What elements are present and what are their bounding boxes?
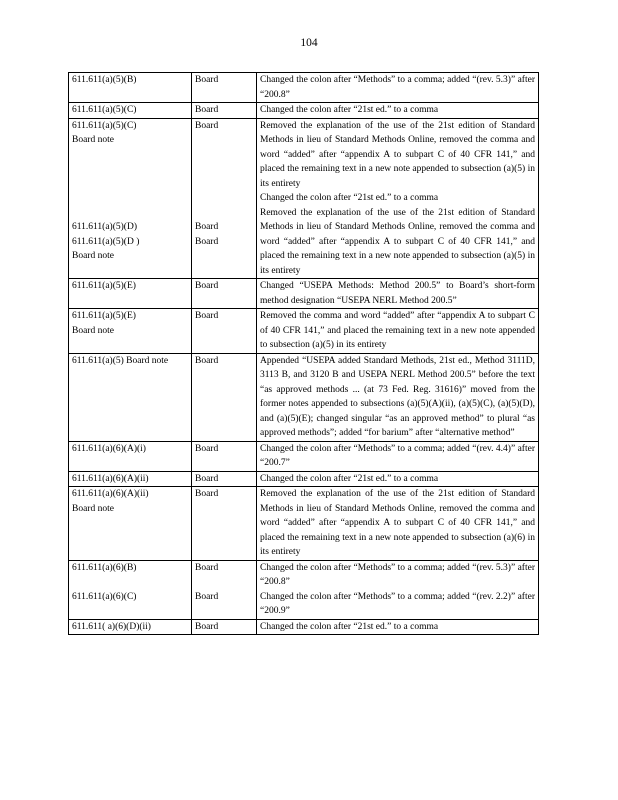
- section-cell: 611.611(a)(5)(E): [69, 279, 192, 309]
- source-cell: Board: [192, 279, 257, 309]
- section-cell: 611.611(a)(5)(C): [69, 103, 192, 119]
- section-cell: 611.611(a)(6)(A)(ii) Board note: [69, 487, 192, 561]
- table-row: [69, 471, 539, 487]
- table-row: [69, 353, 539, 441]
- section-cell: 611.611(a)(6)(B) 611.611(a)(6)(C): [69, 560, 192, 619]
- page-number: 104: [300, 37, 318, 49]
- table-row: [69, 309, 539, 354]
- change-cell: Changed the colon after “Methods” to a comma; added “(rev. 4.4)” after “200.7”: [257, 441, 539, 471]
- section-cell: 611.611(a)(5) Board note: [69, 353, 192, 441]
- section-cell: 611.611(a)(5)(B): [69, 73, 192, 103]
- source-cell: Board: [192, 441, 257, 471]
- amendments-table: [68, 72, 539, 635]
- section-cell: 611.611(a)(5)(E) Board note: [69, 309, 192, 354]
- change-cell: Removed the explanation of the use of the 21st edition of Standard Methods in lieu of Standard Methods Online, removed the comma and word “added” after “appendix A to subpart C of 40 CFR 141,” and placed the remaining text in a new note appended to subsection (a)(6) in its entirety: [257, 487, 539, 561]
- section-cell: 611.611( a)(6)(D)(ii): [69, 619, 192, 635]
- table-row: [69, 441, 539, 471]
- source-cell: Board: [192, 619, 257, 635]
- change-cell: Changed the colon after “Methods” to a comma; added “(rev. 5.3)” after “200.8” Changed the colon after “Methods” to a comma; added “(rev. 2.2)” after “200.9”: [257, 560, 539, 619]
- change-cell: Appended “USEPA added Standard Methods, 21st ed., Method 3111D, 3113 B, and 3120 B and USEPA NERL Method 200.5” before the text “as approved methods ... (at 73 Fed. Reg. 31616)” moved from the former notes appended to subsections (a)(5)(A)(ii), (a)(5)(C), (a)(5)(D), and (a)(5)(E); changed singular “as an approved method” to plural “as approved methods”; added “for barium” after “alternative method”: [257, 353, 539, 441]
- source-cell: Board Board: [192, 560, 257, 619]
- change-cell: Changed the colon after “21st ed.” to a comma: [257, 619, 539, 635]
- change-cell: Removed the explanation of the use of the 21st edition of Standard Methods in lieu of Standard Methods Online, removed the comma and word “added” after “appendix A to subpart C of 40 CFR 141,” and placed the remaining text in a new note appended to subsection (a)(5) in its entirety Changed the colon after “21st ed.” to a comma Removed the explanation of the use of the 21st edition of Standard Methods in lieu of Standard Methods Online, removed the comma and word “added” after “appendix A to subpart C of 40 CFR 141,” and placed the remaining text in a new note appended to subsection (a)(5) in its entirety: [257, 118, 539, 279]
- change-cell: Changed the colon after “21st ed.” to a comma: [257, 471, 539, 487]
- table-row: [69, 279, 539, 309]
- table-row: [69, 73, 539, 103]
- table-row: [69, 619, 539, 635]
- source-cell: Board Board Board: [192, 118, 257, 279]
- source-cell: Board: [192, 471, 257, 487]
- source-cell: Board: [192, 103, 257, 119]
- change-cell: Changed the colon after “Methods” to a comma; added “(rev. 5.3)” after “200.8”: [257, 73, 539, 103]
- section-cell: 611.611(a)(6)(A)(ii): [69, 471, 192, 487]
- table-row: [69, 560, 539, 619]
- change-cell: Changed “USEPA Methods: Method 200.5” to Board’s short-form method designation “USEPA NERL Method 200.5”: [257, 279, 539, 309]
- section-cell: 611.611(a)(6)(A)(i): [69, 441, 192, 471]
- table-row: [69, 487, 539, 561]
- source-cell: Board: [192, 487, 257, 561]
- source-cell: Board: [192, 353, 257, 441]
- table-row: [69, 103, 539, 119]
- change-cell: Removed the comma and word “added” after “appendix A to subpart C of 40 CFR 141,” and placed the remaining text in a new note appended to subsection (a)(5) in its entirety: [257, 309, 539, 354]
- source-cell: Board: [192, 309, 257, 354]
- section-cell: 611.611(a)(5)(C) Board note 611.611(a)(5)(D) 611.611(a)(5)(D ) Board note: [69, 118, 192, 279]
- source-cell: Board: [192, 73, 257, 103]
- change-cell: Changed the colon after “21st ed.” to a comma: [257, 103, 539, 119]
- table-row: [69, 118, 539, 279]
